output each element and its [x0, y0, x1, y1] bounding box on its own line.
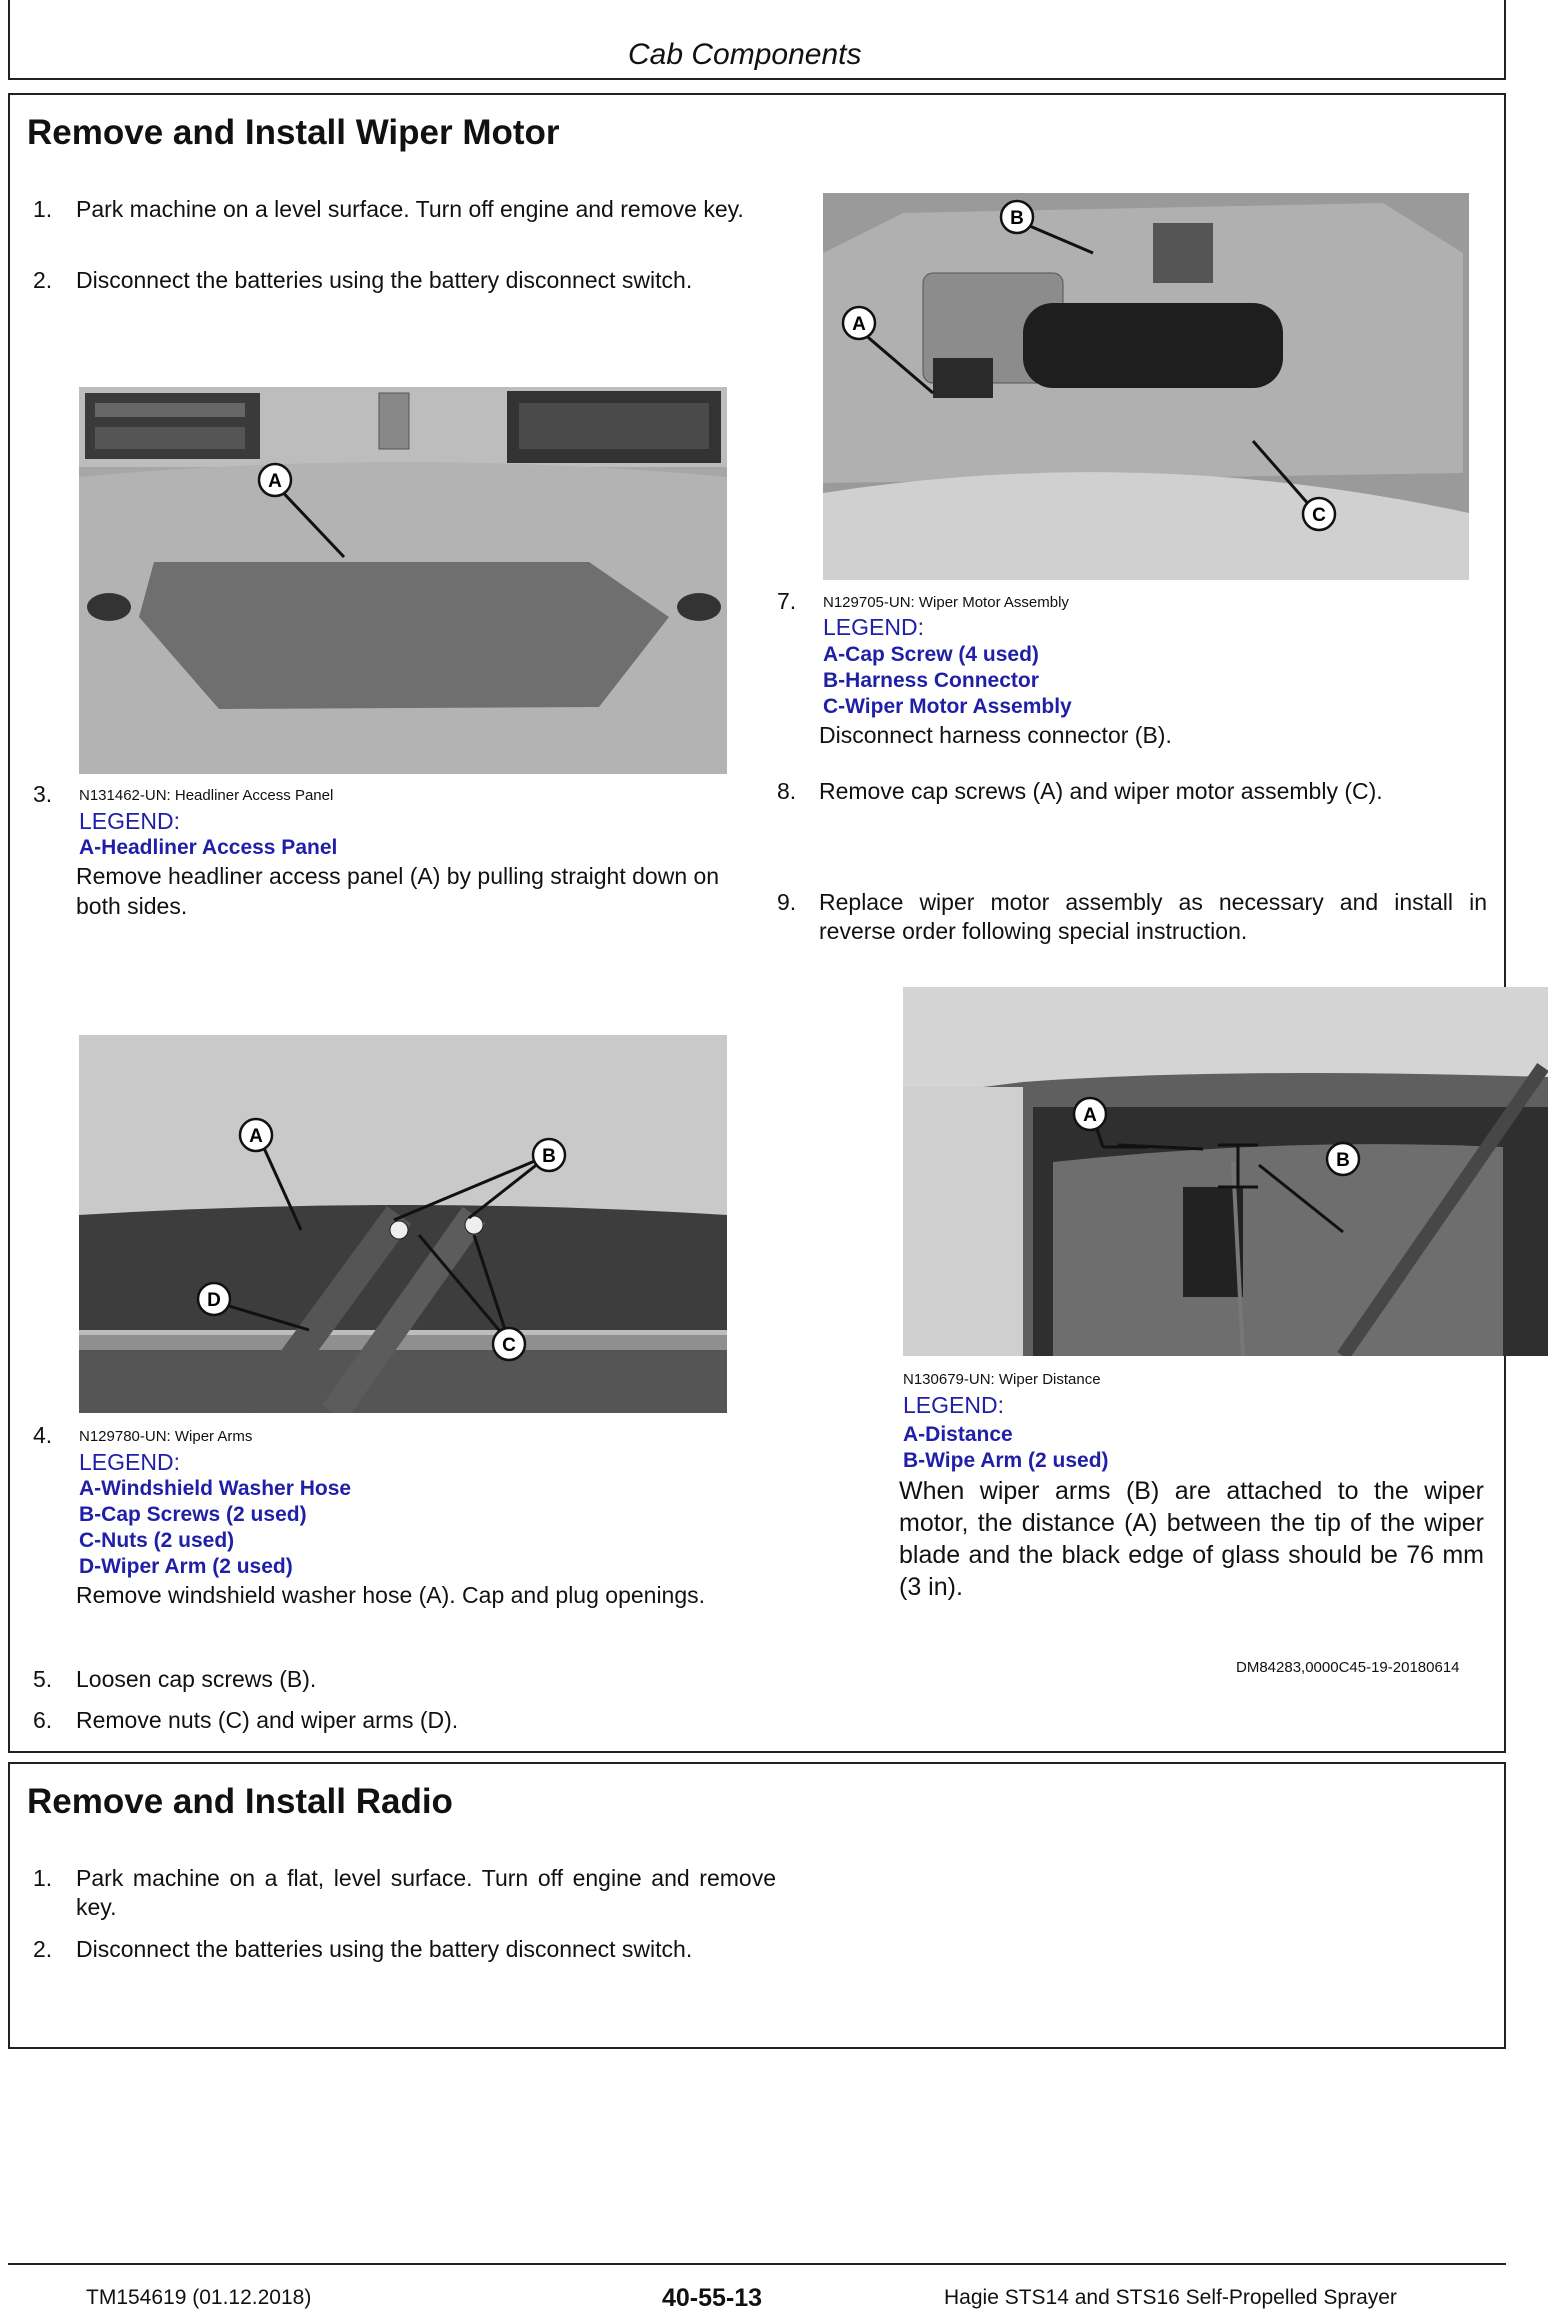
- callout-b: B: [542, 1146, 556, 1167]
- legend-item: B-Wipe Arm (2 used): [903, 1449, 1109, 1472]
- section-title-radio: Remove and Install Radio: [27, 1782, 453, 1821]
- callout-b: B: [1336, 1150, 1350, 1171]
- wiper-distance-callouts: [903, 987, 1548, 1356]
- legend-item: C-Wiper Motor Assembly: [823, 695, 1072, 718]
- step-number: 7.: [777, 588, 797, 614]
- step-text: Disconnect the batteries using the battery disconnect switch.: [76, 1936, 693, 1962]
- step-text: Replace wiper motor assembly as necessary and install in reverse order following special instruction.: [819, 889, 1487, 944]
- legend-item: C-Nuts (2 used): [79, 1529, 235, 1552]
- legend-label: LEGEND:: [79, 808, 180, 834]
- section-title-wiper-motor: Remove and Install Wiper Motor: [27, 113, 560, 152]
- figure-caption-wiper-motor: N129705-UN: Wiper Motor Assembly: [823, 594, 1069, 611]
- step-number: 2.: [33, 267, 53, 293]
- step-7-text: Disconnect harness connector (B).: [819, 722, 1172, 748]
- callout-a: A: [268, 471, 282, 492]
- legend-item: A-Distance: [903, 1423, 1013, 1446]
- callout-a: A: [852, 314, 866, 335]
- step-number: 5.: [33, 1666, 53, 1692]
- step-number: 1.: [33, 1865, 53, 1891]
- footer-rule: [8, 2263, 1506, 2265]
- callout-a: A: [1083, 1105, 1097, 1126]
- legend-item: B-Cap Screws (2 used): [79, 1503, 307, 1526]
- step-number: 2.: [33, 1936, 53, 1962]
- step-4-text: Remove windshield washer hose (A). Cap and plug openings.: [76, 1582, 706, 1608]
- wiper-arms-callouts: [79, 1035, 727, 1413]
- step-number: 3.: [33, 781, 53, 807]
- callout-c: C: [1312, 505, 1326, 526]
- callout-b: B: [1010, 208, 1024, 229]
- header-title: Cab Components: [628, 38, 862, 71]
- wiper-motor-callouts: [823, 193, 1469, 580]
- step-text: Loosen cap screws (B).: [76, 1666, 317, 1692]
- step-text: Remove cap screws (A) and wiper motor assembly (C).: [819, 778, 1383, 804]
- step-text: Park machine on a level surface. Turn off engine and remove key.: [76, 196, 744, 222]
- callout-d: D: [207, 1290, 221, 1311]
- step-number: 8.: [777, 778, 797, 804]
- footer-page-number: 40-55-13: [662, 2284, 763, 2312]
- step-number: 4.: [33, 1422, 53, 1448]
- figure-caption-wiper-arms: N129780-UN: Wiper Arms: [79, 1428, 253, 1445]
- step-text: Remove nuts (C) and wiper arms (D).: [76, 1707, 459, 1733]
- legend-item: B-Harness Connector: [823, 669, 1039, 692]
- step-text: Disconnect the batteries using the battery disconnect switch.: [76, 267, 693, 293]
- legend-label: LEGEND:: [823, 614, 924, 640]
- step-3-text: Remove headliner access panel (A) by pulling straight down on both sides.: [76, 863, 720, 919]
- callout-a: A: [249, 1126, 263, 1147]
- wiper-distance-text: When wiper arms (B) are attached to the wiper motor, the distance (A) between the tip of the wiper blade and the black edge of glass should be 76 mm (3 in).: [899, 1477, 1484, 1601]
- legend-label: LEGEND:: [903, 1392, 1004, 1418]
- document-id: DM84283,0000C45-19-20180614: [1236, 1659, 1460, 1676]
- step-number: 9.: [777, 889, 797, 915]
- legend-item: A-Headliner Access Panel: [79, 836, 338, 859]
- footer-manual-id: TM154619 (01.12.2018): [86, 2286, 312, 2309]
- callout-c: C: [502, 1335, 516, 1356]
- footer-product-name: Hagie STS14 and STS16 Self-Propelled Sprayer: [944, 2286, 1397, 2309]
- legend-item: D-Wiper Arm (2 used): [79, 1555, 293, 1578]
- figure-caption-headliner: N131462-UN: Headliner Access Panel: [79, 787, 334, 804]
- headliner-callouts: [79, 387, 727, 774]
- step-number: 1.: [33, 196, 53, 222]
- step-text: Park machine on a flat, level surface. Turn off engine and remove key.: [76, 1865, 776, 1920]
- figure-caption-wiper-distance: N130679-UN: Wiper Distance: [903, 1371, 1101, 1388]
- legend-item: A-Windshield Washer Hose: [79, 1477, 352, 1500]
- legend-item: A-Cap Screw (4 used): [823, 643, 1039, 666]
- step-number: 6.: [33, 1707, 53, 1733]
- legend-label: LEGEND:: [79, 1449, 180, 1475]
